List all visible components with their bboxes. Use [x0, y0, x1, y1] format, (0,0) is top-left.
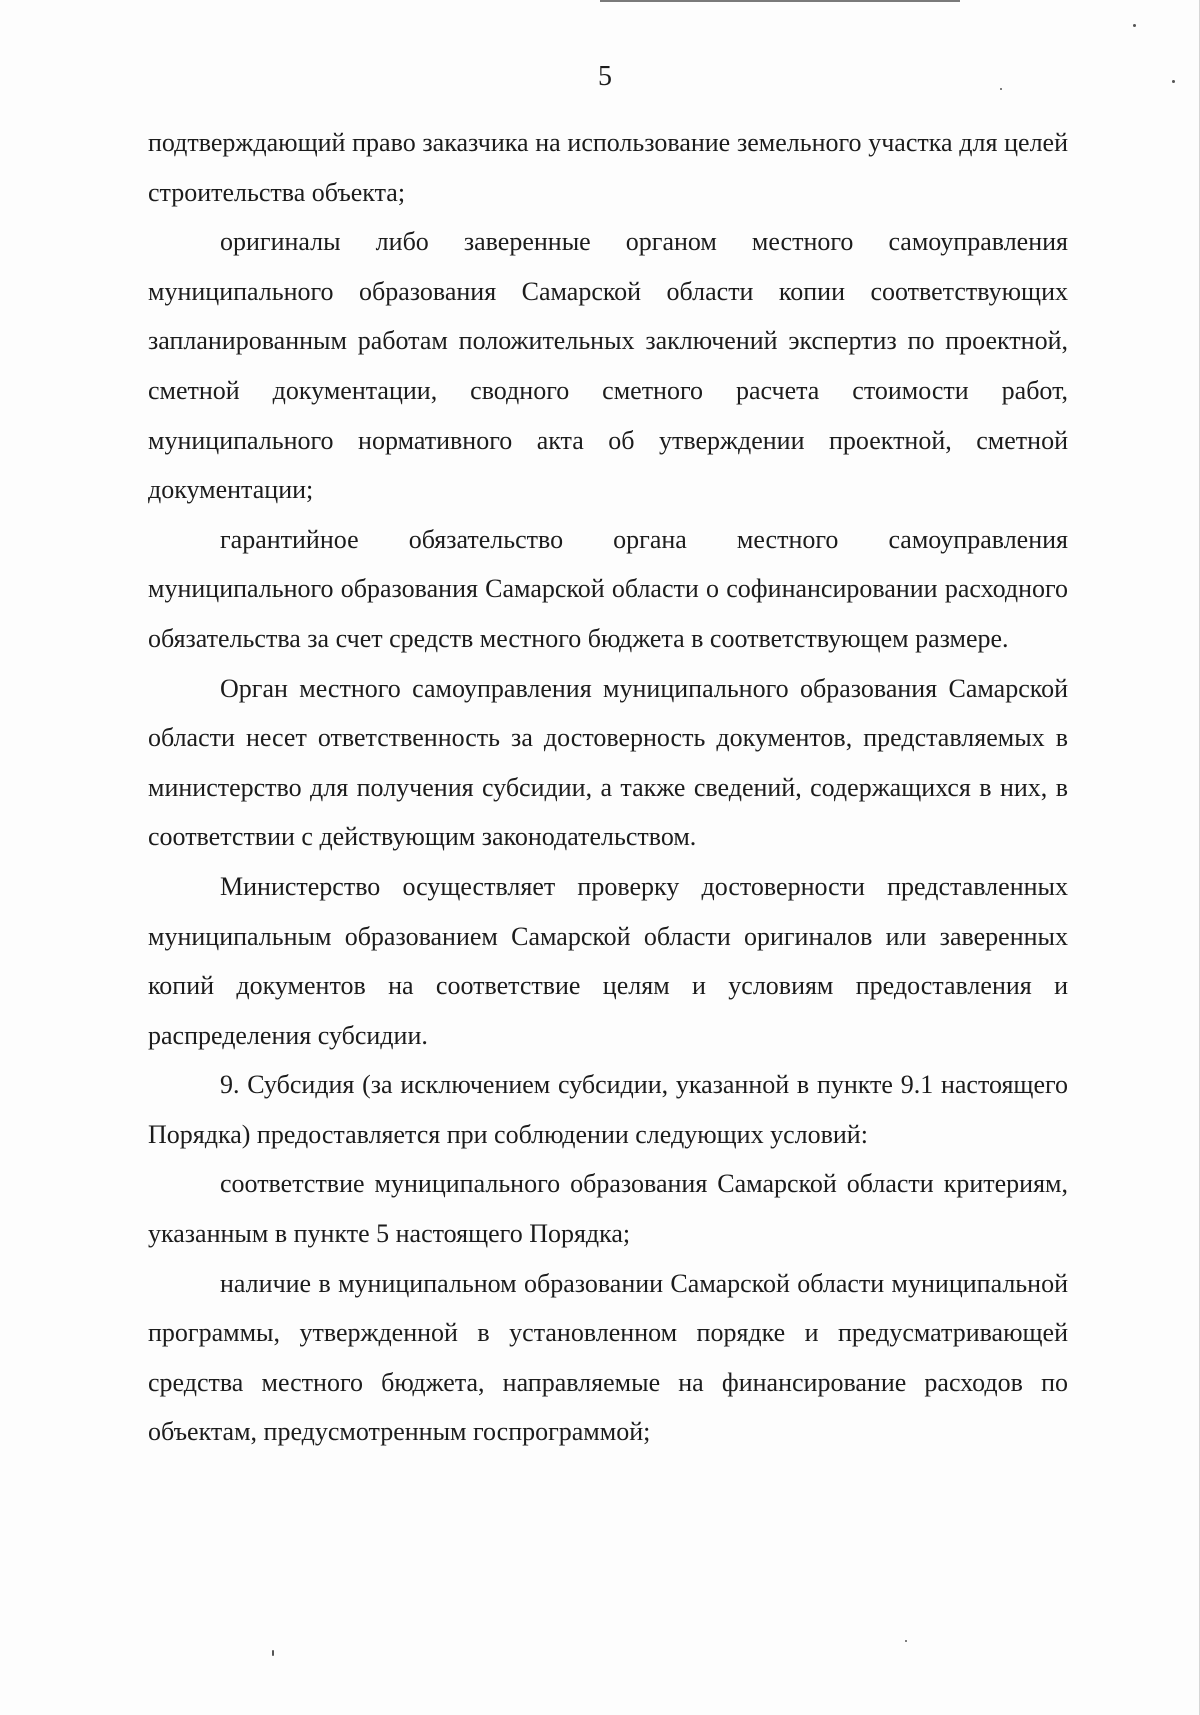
document-body: [148, 118, 1068, 1457]
paragraph: наличие в муниципальном образовании Самарской области муниципальной программы, утвержденной в установленном порядке и предусматривающей средства местного бюджета, направляемые на финансирование расходов по объектам, предусмотренным госпрограммой;: [148, 1268, 1068, 1447]
page-number: 5: [598, 61, 612, 92]
scan-artifact-line: [600, 0, 960, 2]
paragraph: Министерство осуществляет проверку достоверности представленных муниципальным образованием Самарской области оригиналов или заверенных копий документов на соответствие целям и условиям предоставления и распределения субсидии.: [148, 871, 1068, 1050]
paragraph: соответствие муниципального образования Самарской области критериям, указанным в пункте 5 настоящего Порядка;: [148, 1169, 1068, 1249]
paragraph: гарантийное обязательство органа местного самоуправления муниципального образования Самарской области о софинансировании расходного обязательства за счет средств местного бюджета в соответствующем размере.: [148, 524, 1068, 653]
paragraph: подтверждающий право заказчика на использование земельного участка для целей строительства объекта;: [148, 128, 1068, 207]
scan-speck: [272, 1650, 274, 1656]
scan-speck: [1133, 24, 1136, 27]
paragraph: оригиналы либо заверенные органом местного самоуправления муниципального образования Самарской области копии соответствующих запланированным работам положительных заключений экспертиз по проектной, сметной документации, сводного сметного расчета стоимости работ, муниципального нормативного акта об утверждении проектной, сметной документации;: [148, 227, 1068, 505]
paragraph: Орган местного самоуправления муниципального образования Самарской области несет ответственность за достоверность документов, представляемых в министерство для получения субсидии, а также сведений, содержащихся в них, в соответствии с действующим законодательством.: [148, 673, 1068, 852]
paragraph: 9. Субсидия (за исключением субсидии, указанной в пункте 9.1 настоящего Порядка) предоставляется при соблюдении следующих условий:: [148, 1070, 1068, 1149]
scan-speck: [905, 1640, 907, 1642]
